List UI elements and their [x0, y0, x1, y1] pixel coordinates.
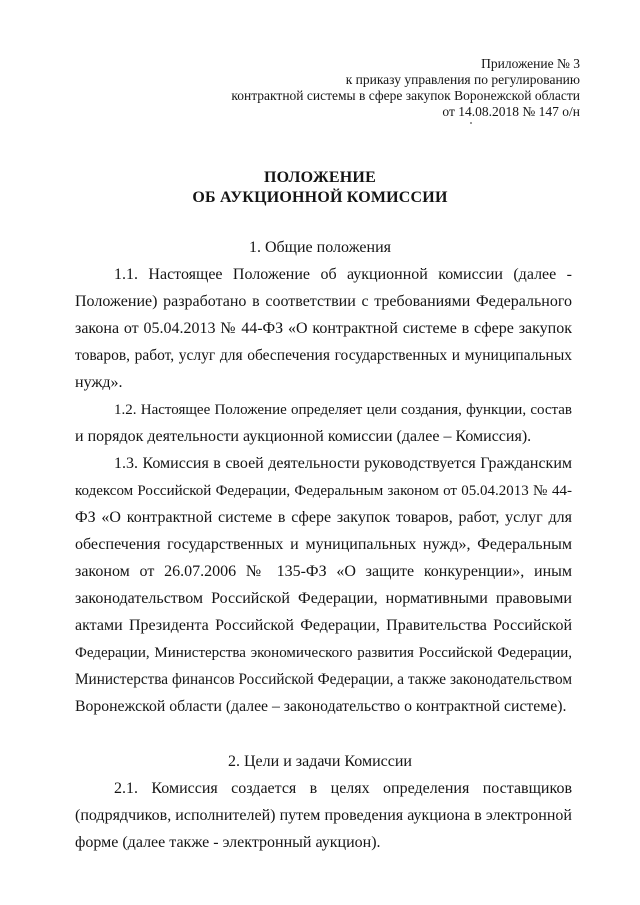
paragraph-1-3-line: актами Президента Российской Федерации, Правительства Российской	[75, 617, 572, 634]
paragraph-1-1-line: 1.1. Настоящее Положение об аукционной комиссии (далее -	[114, 266, 572, 283]
paragraph-2-1-line: форме (далее также - электронный аукцион).	[75, 834, 381, 851]
section-1-heading: 1. Общие положения	[248, 239, 392, 256]
paragraph-1-1-line: закона от 05.04.2013 № 44-ФЗ «О контрактной системе в сфере закупок	[75, 320, 572, 337]
paragraph-2-1-line: 2.1. Комиссия создается в целях определения поставщиков	[114, 780, 572, 797]
appendix-line: контрактной системы в сфере закупок Воронежской области	[231, 88, 580, 103]
paragraph-1-3-line: Министерства финансов Российской Федерации, а также законодательством	[75, 671, 572, 688]
appendix-line: от 14.08.2018 № 147 о/н	[442, 104, 580, 119]
appendix-line: Приложение № 3	[481, 56, 580, 71]
paragraph-1-3-line: Федерации, Министерства экономического развития Российской Федерации,	[75, 645, 572, 661]
paragraph-1-3-line: кодексом Российской Федерации, Федеральным законом от 05.04.2013 № 44-	[75, 483, 572, 499]
paragraph-1-3-line: Воронежской области (далее – законодательство о контрактной системе).	[75, 698, 567, 715]
paragraph-1-1-line: нужд».	[75, 374, 123, 391]
paragraph-1-3-line: ФЗ «О контрактной системе в сфере закупок товаров, работ, услуг для	[75, 509, 572, 526]
paragraph-1-2-line: и порядок деятельности аукционной комиссии (далее – Комиссия).	[75, 428, 532, 445]
paragraph-1-1-line: товаров, работ, услуг для обеспечения государственных и муниципальных	[75, 347, 572, 364]
paragraph-1-1-line: Положение) разработано в соответствии с требованиями Федерального	[75, 293, 572, 310]
paragraph-2-1-line: (подрядчиков, исполнителей) путем проведения аукциона в электронной	[75, 807, 572, 824]
paragraph-1-3-line: законодательством Российской Федерации, нормативными правовыми	[75, 590, 572, 607]
appendix-line: к приказу управления по регулированию	[345, 72, 580, 87]
paragraph-1-3-line: законом от 26.07.2006 № 135-ФЗ «О защите конкуренции», иным	[75, 563, 572, 580]
title-line-2: ОБ АУКЦИОННОЙ КОМИССИИ	[192, 189, 448, 206]
scan-speck	[470, 122, 472, 124]
document-title	[0, 168, 640, 208]
paragraph-1-3-line: обеспечения государственных и муниципальных нужд», Федеральным	[75, 536, 572, 553]
appendix-header	[160, 56, 580, 120]
section-2-heading: 2. Цели и задачи Комиссии	[228, 753, 412, 770]
paragraph-1-3-line: 1.3. Комиссия в своей деятельности руководствуется Гражданским	[114, 455, 572, 472]
paragraph-1-2-line: 1.2. Настоящее Положение определяет цели создания, функции, состав	[114, 402, 572, 418]
title-line-1: ПОЛОЖЕНИЕ	[264, 169, 376, 186]
